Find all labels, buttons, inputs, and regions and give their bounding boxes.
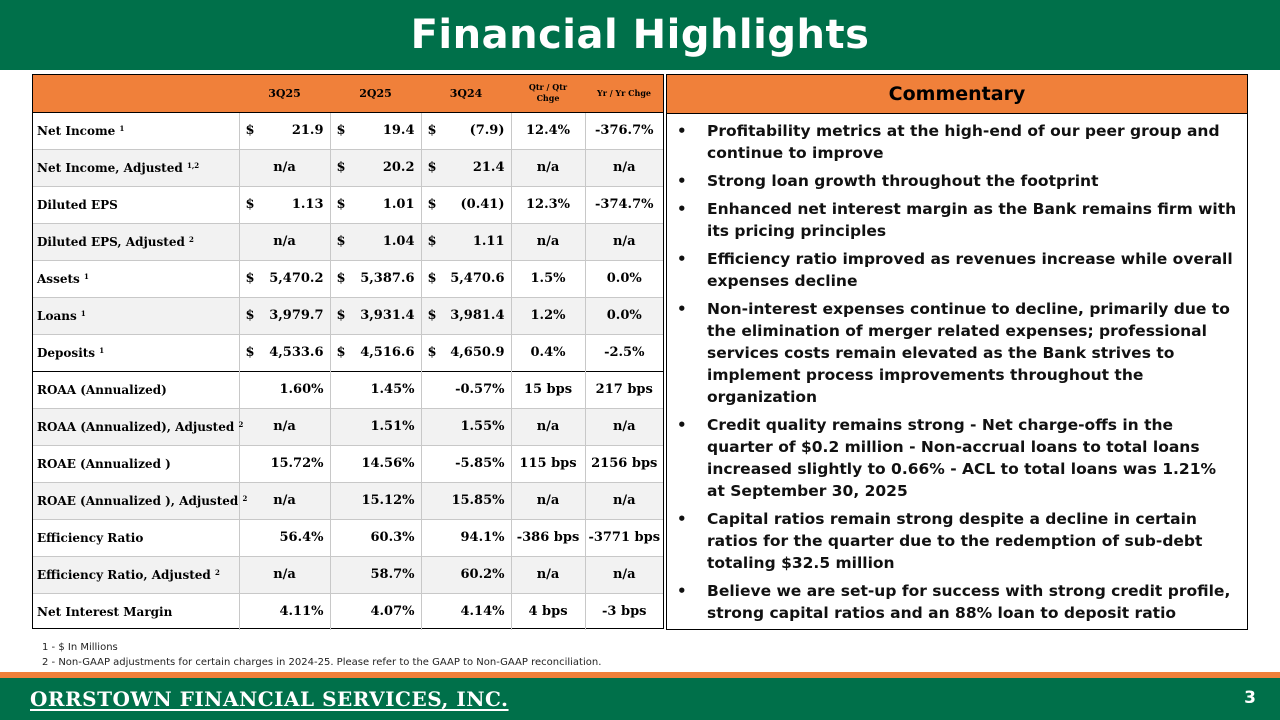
row-label-text: Efficiency Ratio, Adjusted — [37, 567, 211, 582]
cell-value: 15.72% — [270, 456, 324, 471]
value-cell — [239, 593, 330, 630]
row-label-text: ROAE (Annualized ), Adjusted — [37, 493, 239, 508]
cell-value: 1.04 — [382, 234, 415, 249]
commentary-text: Credit quality remains strong - Net charge-offs in the quarter of $0.2 million - Non-accrual loans to total loans increased slightly to 0.66% - ACL to total loans was 1.21% at September 30, 2025 — [707, 416, 1217, 500]
row-label-text: Deposits — [37, 345, 96, 360]
table-row — [33, 593, 663, 630]
yr-change-cell: n/a — [585, 149, 663, 186]
commentary-item — [677, 198, 1239, 242]
bullet-icon: • — [677, 122, 687, 140]
yr-change-cell: n/a — [585, 223, 663, 260]
value-cell — [239, 371, 330, 408]
value-cell — [421, 519, 511, 556]
value-cell — [330, 334, 421, 371]
table-row — [33, 149, 663, 186]
yr-change-cell: n/a — [585, 482, 663, 519]
value-cell — [421, 556, 511, 593]
value-cell — [330, 556, 421, 593]
footnote: 1 - $ In Millions — [42, 642, 118, 653]
yr-change-cell: -376.7% — [585, 112, 663, 149]
table-row — [33, 519, 663, 556]
cell-value: 15.12% — [361, 493, 415, 508]
cell-value: 1.13 — [291, 197, 324, 212]
cell-value: 5,470.6 — [450, 271, 505, 286]
table-header-row — [33, 75, 663, 112]
commentary-heading: Commentary — [667, 75, 1247, 114]
value-cell — [421, 186, 511, 223]
qtr-change-cell: 115 bps — [511, 445, 585, 482]
cell-value: n/a — [273, 419, 296, 434]
table-row — [33, 186, 663, 223]
bullet-icon: • — [677, 200, 687, 218]
qtr-change-cell: 15 bps — [511, 371, 585, 408]
table-row — [33, 112, 663, 149]
cell-value: (7.9) — [469, 123, 505, 138]
commentary-item — [677, 170, 1239, 192]
financial-table — [33, 75, 663, 630]
value-cell — [330, 186, 421, 223]
cell-value: 4.14% — [460, 604, 505, 620]
qtr-change-cell: 4 bps — [511, 593, 585, 630]
yr-change-cell: -2.5% — [585, 334, 663, 371]
row-label — [33, 371, 239, 408]
table-row — [33, 260, 663, 297]
yr-change-cell: n/a — [585, 556, 663, 593]
bullet-icon: • — [677, 300, 687, 318]
commentary-item — [677, 580, 1239, 624]
value-cell — [239, 556, 330, 593]
currency-symbol: $ — [336, 234, 346, 249]
cell-value: 5,387.6 — [360, 271, 415, 286]
cell-value: 1.60% — [279, 382, 324, 397]
qtr-change-cell: 12.3% — [511, 186, 585, 223]
yr-change-cell: 0.0% — [585, 297, 663, 334]
row-label-text: Net Income, Adjusted — [37, 160, 183, 175]
footnote-ref: 1 — [80, 308, 86, 318]
cell-value: 1.11 — [472, 234, 505, 249]
page-number: 3 — [1244, 688, 1256, 708]
yr-change-cell: 0.0% — [585, 260, 663, 297]
value-cell — [239, 186, 330, 223]
value-cell — [421, 482, 511, 519]
cell-value: 56.4% — [279, 530, 324, 545]
table-row — [33, 334, 663, 371]
value-cell — [330, 112, 421, 149]
row-label-text: Diluted EPS — [37, 197, 118, 212]
column-header: Qtr / Qtr Chge — [511, 75, 585, 112]
cell-value: n/a — [273, 493, 296, 508]
value-cell — [239, 112, 330, 149]
value-cell — [421, 297, 511, 334]
yr-change-cell: -3 bps — [585, 593, 663, 630]
row-label — [33, 186, 239, 223]
row-label — [33, 556, 239, 593]
footnote-ref: 2 — [242, 493, 248, 503]
table-row — [33, 482, 663, 519]
cell-value: -0.57% — [455, 382, 505, 397]
value-cell — [330, 260, 421, 297]
row-label-text: Net Income — [37, 123, 116, 138]
row-label — [33, 445, 239, 482]
value-cell — [421, 445, 511, 482]
cell-value: 60.3% — [370, 530, 415, 545]
row-label — [33, 297, 239, 334]
qtr-change-cell: 12.4% — [511, 112, 585, 149]
row-label-text: Net Interest Margin — [37, 604, 173, 619]
column-header: Yr / Yr Chge — [585, 75, 663, 112]
footnote: 2 - Non-GAAP adjustments for certain charges in 2024-25. Please refer to the GAAP to Non-GAAP reconciliation. — [42, 657, 602, 668]
value-cell — [239, 482, 330, 519]
value-cell — [239, 445, 330, 482]
cell-value: n/a — [273, 160, 296, 175]
commentary-item — [677, 248, 1239, 292]
value-cell — [421, 149, 511, 186]
footnote-ref: 1 — [119, 123, 125, 133]
commentary-item — [677, 298, 1239, 408]
commentary-text: Non-interest expenses continue to decline, primarily due to the elimination of merger related expenses; professional services costs remain elevated as the Bank strives to implement process improvements throughout the organization — [707, 300, 1230, 406]
currency-symbol: $ — [336, 345, 346, 360]
commentary-item — [677, 414, 1239, 502]
cell-value: n/a — [273, 567, 296, 582]
footnote-ref: 2 — [189, 234, 194, 244]
column-header: 2Q25 — [330, 75, 421, 112]
value-cell — [330, 149, 421, 186]
cell-value: -5.85% — [455, 456, 505, 471]
qtr-change-cell: n/a — [511, 556, 585, 593]
value-cell — [239, 334, 330, 371]
currency-symbol: $ — [427, 308, 437, 323]
cell-value: 3,981.4 — [450, 308, 505, 323]
currency-symbol: $ — [245, 345, 255, 360]
commentary-text: Capital ratios remain strong despite a decline in certain ratios for the quarter due to the redemption of sub-debt totaling $32.5 million — [707, 510, 1203, 572]
table-row — [33, 223, 663, 260]
header-blank — [33, 75, 239, 112]
cell-value: 3,931.4 — [360, 308, 415, 323]
bullet-icon: • — [677, 416, 687, 434]
value-cell — [330, 519, 421, 556]
table-row — [33, 297, 663, 334]
column-header: 3Q24 — [421, 75, 511, 112]
currency-symbol: $ — [427, 234, 437, 249]
row-label-text: Loans — [37, 308, 77, 323]
cell-value: 1.51% — [370, 419, 415, 434]
currency-symbol: $ — [336, 197, 346, 212]
value-cell — [239, 223, 330, 260]
cell-value: 20.2 — [382, 160, 415, 175]
qtr-change-cell: 1.2% — [511, 297, 585, 334]
qtr-change-cell: n/a — [511, 408, 585, 445]
currency-symbol: $ — [427, 160, 437, 175]
cell-value: 4,650.9 — [450, 345, 505, 360]
column-header: 3Q25 — [239, 75, 330, 112]
row-label — [33, 334, 239, 371]
row-label-text: Assets — [37, 271, 80, 286]
value-cell — [239, 149, 330, 186]
currency-symbol: $ — [427, 197, 437, 212]
value-cell — [330, 445, 421, 482]
row-label — [33, 408, 244, 445]
row-label-text: Diluted EPS, Adjusted — [37, 234, 185, 249]
cell-value: 19.4 — [382, 123, 415, 138]
cell-value: 3,979.7 — [269, 308, 324, 323]
cell-value: 21.4 — [472, 160, 505, 175]
commentary-text: Believe we are set-up for success with strong credit profile, strong capital ratios and an 88% loan to deposit ratio — [707, 582, 1231, 622]
currency-symbol: $ — [336, 160, 346, 175]
row-label-text: Efficiency Ratio — [37, 530, 144, 545]
table-row — [33, 408, 663, 445]
value-cell — [421, 334, 511, 371]
cell-value: 4.07% — [370, 604, 415, 620]
qtr-change-cell: n/a — [511, 149, 585, 186]
footnotes — [42, 640, 601, 670]
value-cell — [330, 371, 421, 408]
commentary-text: Efficiency ratio improved as revenues increase while overall expenses decline — [707, 250, 1233, 290]
qtr-change-cell: 0.4% — [511, 334, 585, 371]
table-body — [33, 112, 663, 630]
footnote-ref: 1,2 — [186, 160, 200, 170]
table-row — [33, 371, 663, 408]
cell-value: 1.55% — [460, 419, 505, 434]
commentary-item — [677, 120, 1239, 164]
cell-value: 4.11% — [279, 604, 324, 620]
commentary-panel — [666, 74, 1248, 630]
value-cell — [330, 223, 421, 260]
cell-value: 4,516.6 — [360, 345, 415, 360]
commentary-item — [677, 508, 1239, 574]
cell-value: 15.85% — [451, 493, 505, 508]
value-cell — [421, 260, 511, 297]
value-cell — [421, 112, 511, 149]
value-cell — [421, 223, 511, 260]
commentary-text: Enhanced net interest margin as the Bank remains firm with its pricing principles — [707, 200, 1237, 240]
row-label-text: ROAA (Annualized) — [37, 382, 167, 397]
bullet-icon: • — [677, 582, 687, 600]
yr-change-cell: n/a — [585, 408, 663, 445]
value-cell — [421, 371, 511, 408]
row-label — [33, 112, 239, 149]
slide-title: Financial Highlights — [410, 12, 870, 58]
currency-symbol: $ — [245, 308, 255, 323]
row-label — [33, 482, 248, 519]
value-cell — [239, 260, 330, 297]
row-label — [33, 519, 239, 556]
currency-symbol: $ — [336, 123, 346, 138]
row-label — [33, 260, 239, 297]
qtr-change-cell: 1.5% — [511, 260, 585, 297]
commentary-text: Profitability metrics at the high-end of our peer group and continue to improve — [707, 122, 1220, 162]
currency-symbol: $ — [245, 197, 255, 212]
value-cell — [330, 593, 421, 630]
yr-change-cell: -374.7% — [585, 186, 663, 223]
row-label-text: ROAA (Annualized), Adjusted — [37, 419, 235, 434]
cell-value: 4,533.6 — [269, 345, 324, 360]
table-row — [33, 445, 663, 482]
commentary-text: Strong loan growth throughout the footprint — [707, 172, 1099, 190]
cell-value: 58.7% — [370, 567, 415, 582]
value-cell — [421, 593, 511, 630]
row-label — [33, 593, 239, 630]
currency-symbol: $ — [427, 345, 437, 360]
value-cell — [239, 519, 330, 556]
bullet-icon: • — [677, 510, 687, 528]
footnote-ref: 1 — [83, 271, 89, 281]
row-label-text: ROAE (Annualized ) — [37, 456, 171, 471]
value-cell — [421, 408, 511, 445]
commentary-list — [667, 114, 1247, 624]
currency-symbol: $ — [427, 123, 437, 138]
currency-symbol: $ — [336, 308, 346, 323]
qtr-change-cell: n/a — [511, 482, 585, 519]
financial-table-panel — [32, 74, 664, 629]
table-row — [33, 556, 663, 593]
qtr-change-cell: -386 bps — [511, 519, 585, 556]
currency-symbol: $ — [336, 271, 346, 286]
value-cell — [239, 297, 330, 334]
cell-value: 94.1% — [460, 530, 505, 545]
bullet-icon: • — [677, 250, 687, 268]
cell-value: 5,470.2 — [269, 271, 324, 286]
cell-value: 60.2% — [460, 567, 505, 582]
row-label — [33, 149, 239, 186]
cell-value: 14.56% — [361, 456, 415, 471]
cell-value: n/a — [273, 234, 296, 249]
cell-value: (0.41) — [460, 197, 505, 212]
cell-value: 21.9 — [291, 123, 324, 138]
currency-symbol: $ — [427, 271, 437, 286]
cell-value: 1.01 — [382, 197, 415, 212]
cell-value: 1.45% — [370, 382, 415, 397]
value-cell — [330, 482, 421, 519]
yr-change-cell: 2156 bps — [585, 445, 663, 482]
row-label — [33, 223, 239, 260]
company-logo: ORRSTOWN FINANCIAL SERVICES, INC. — [30, 687, 509, 711]
qtr-change-cell: n/a — [511, 223, 585, 260]
footnote-ref: 2 — [238, 419, 244, 429]
bullet-icon: • — [677, 172, 687, 190]
yr-change-cell: -3771 bps — [585, 519, 663, 556]
footnote-ref: 1 — [99, 345, 105, 355]
value-cell — [330, 408, 421, 445]
value-cell — [330, 297, 421, 334]
currency-symbol: $ — [245, 123, 255, 138]
footnote-ref: 2 — [215, 567, 220, 577]
yr-change-cell: 217 bps — [585, 371, 663, 408]
value-cell — [239, 408, 330, 445]
currency-symbol: $ — [245, 271, 255, 286]
